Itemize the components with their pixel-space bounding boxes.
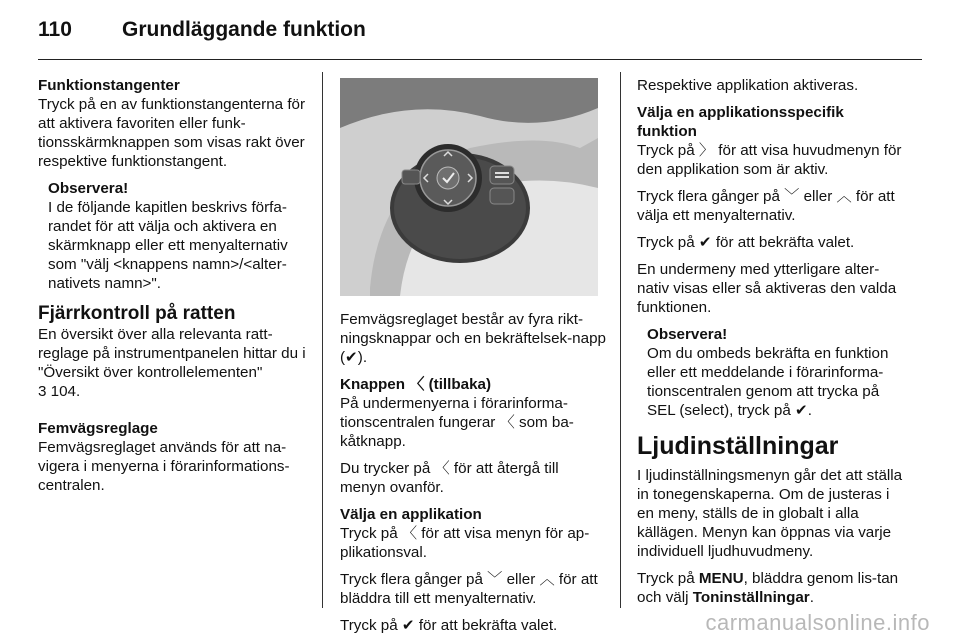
steering-wheel-controls-image [340,78,598,296]
paragraph: Respektive applikation aktiveras. [637,77,859,94]
column-2 [340,76,608,643]
section-heading: Knappen 〈 (tillbaka) [340,376,492,393]
app-function-section [637,103,905,179]
paragraph: Tryck på 〉 för att visa huvudmenyn för den applikation som är aktiv. [637,142,902,178]
paragraph: I ljudinställningsmenyn går det att ställa in tonegenskaperna. Om de justeras i en meny, ställs de in globalt i alla källägen. Menyn kan öppnas via varje individuell ljudhuvudmeny. [637,467,903,560]
paragraph: På undermenyerna i förarinforma-tionscentralen fungerar 〈 som ba-kåtknapp. [340,395,574,450]
note-box [637,325,905,420]
section-heading: Femvägsreglage [38,420,158,437]
select-app-section [340,505,608,562]
column-divider [322,72,323,608]
watermark: carmanualsonline.info [705,610,930,635]
page-number: 110 [38,18,72,41]
menu-item-label: Toninställningar [692,589,810,606]
text: . [809,589,814,606]
note-title: Observera! [647,326,728,343]
paragraph: Tryck på 〈 för att visa menyn för ap-plikationsval. [340,525,590,561]
column-divider [620,72,621,608]
paragraph-text: En översikt över alla relevanta ratt-reglage på instrumentpanelen hittar du i "Översikt över kontrollelementen" [38,326,306,381]
menu-key-label: MENU [698,570,744,587]
paragraph: Femvägsreglaget används för att na-vigera i menyerna i förarinformations-centralen. [38,439,290,494]
note-text: Om du ombeds bekräfta en funktion eller ett meddelande i förarinforma-tionscentralen genom att trycka på SEL (select), tryck på ✔. [647,345,889,419]
paragraph: Tryck flera gånger på ﹀ eller ︿ för att bläddra till ett menyalternativ. [340,571,598,607]
note-box [38,179,310,293]
text: Tryck på [637,570,699,587]
header-divider [38,59,922,60]
column-1 [38,76,310,503]
note-title: Observera! [48,180,129,197]
paragraph: Tryck på ✔ för att bekräfta valet. [637,234,855,251]
back-button-section [340,375,608,451]
paragraph: Du trycker på 〈 för att återgå till menyn ovanför. [340,460,559,496]
page-reference: 3 104. [38,383,81,400]
section-heading: Välja en applikation [340,506,482,523]
spacer [38,409,310,419]
page-header [38,18,366,48]
function-keys-section [38,76,310,171]
section-heading: Fjärrkontroll på ratten [38,303,236,324]
paragraph: Tryck flera gånger på ﹀ eller ︿ för att välja ett menyalternativ. [637,188,895,224]
paragraph [38,325,310,401]
paragraph [637,569,905,607]
section-heading: Ljudinställningar [637,432,839,460]
note-text: I de följande kapitlen beskrivs förfa-randet för att välja och aktivera en skärmknapp eller ett menyalternativ som "välj <knappens namn>/<alter-nativets namn>". [48,199,288,292]
paragraph: Tryck på ✔ för att bekräfta valet. [340,617,558,634]
section-heading: Funktionstangenter [38,77,180,94]
paragraph: Tryck på en av funktionstangenterna för att aktivera favoriten eller funk-tionsskärmknappen som visas rakt över respektive funktionstangent. [38,96,306,170]
paragraph: En undermeny med ytterligare alter-nativ visas eller så aktiveras den valda funktionen. [637,261,897,316]
page-title: Grundläggande funktion [122,18,366,41]
column-3 [637,76,905,615]
figure-caption: Femvägsreglaget består av fyra rikt-ningsknappar och en bekräftelsek-napp (✔). [340,311,606,366]
text: , bläddra genom lis-tan och välj [637,570,899,606]
section-heading: Välja en applikationsspecifik funktion [637,104,844,140]
five-way-section [38,419,310,495]
